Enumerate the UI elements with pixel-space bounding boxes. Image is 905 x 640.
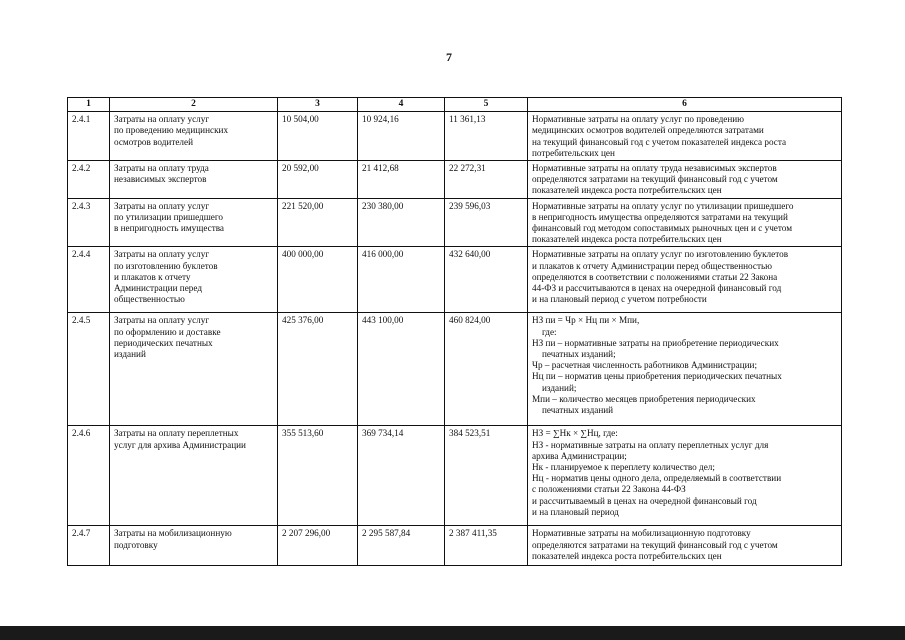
table-row: [68, 313, 842, 426]
header-col-1: 1: [68, 98, 110, 112]
formula-line: Нк - планируемое к переплету количество дел;: [532, 462, 715, 473]
formula-description: [528, 426, 842, 526]
desc-line: в непригодность имущества определяются затратами на текущий: [532, 211, 788, 222]
value-col-3: 425 376,00: [278, 313, 358, 426]
table-row: [68, 426, 842, 526]
value-col-3: 355 513,60: [278, 426, 358, 526]
formula-line: печатных изданий;: [542, 349, 616, 360]
value-col-4: 443 100,00: [358, 313, 445, 426]
desc-line: медицинских осмотров водителей определяются затратами: [532, 125, 764, 136]
formula-line: архива Администрации;: [532, 450, 627, 461]
cost-item-name: [110, 426, 278, 526]
name-line: Затраты на оплату услуг: [114, 114, 210, 125]
desc-line: на текущий финансовый год с учетом показателей индекса роста: [532, 136, 787, 147]
name-line: по проведению медицинских: [114, 125, 229, 136]
row-number: 2.4.1: [68, 112, 110, 161]
value-col-5: 384 523,51: [445, 426, 528, 526]
value-col-4: 416 000,00: [358, 247, 445, 313]
desc-line: потребительских цен: [532, 147, 615, 158]
value-col-4: 2 295 587,84: [358, 526, 445, 566]
name-line: в непригодность имущества: [114, 223, 225, 234]
row-number: 2.4.7: [68, 526, 110, 566]
description: [528, 198, 842, 247]
formula-line: Чр – расчетная численность работников Администрации;: [532, 360, 758, 371]
value-col-5: 22 272,31: [445, 161, 528, 199]
name-line: Затраты на оплату труда: [114, 163, 209, 174]
name-line: услуг для архива Администрации: [114, 439, 246, 450]
desc-line: и плакатов к отчету Администрации перед общественностью: [532, 260, 773, 271]
name-line: Затраты на оплату услуг: [114, 200, 210, 211]
cost-item-name: [110, 161, 278, 199]
header-col-6: 6: [528, 98, 842, 112]
value-col-4: 10 924,16: [358, 112, 445, 161]
formula-line: НЗ пи = Чр × Нц пи × Мпи,: [532, 315, 640, 326]
header-col-4: 4: [358, 98, 445, 112]
desc-line: показателей индекса роста потребительских цен: [532, 234, 722, 245]
scan-edge-bar: [0, 626, 905, 640]
name-line: по утилизации пришедшего: [114, 211, 224, 222]
name-line: общественностью: [114, 294, 185, 305]
header-col-5: 5: [445, 98, 528, 112]
row-number: 2.4.5: [68, 313, 110, 426]
value-col-3: 2 207 296,00: [278, 526, 358, 566]
description: [528, 526, 842, 566]
header-col-2: 2: [110, 98, 278, 112]
value-col-4: 369 734,14: [358, 426, 445, 526]
row-number: 2.4.3: [68, 198, 110, 247]
table-header-row: [68, 98, 842, 112]
formula-description: [528, 313, 842, 426]
desc-line: показателей индекса роста потребительских цен: [532, 550, 722, 561]
value-col-5: 432 640,00: [445, 247, 528, 313]
header-col-3: 3: [278, 98, 358, 112]
formula-line: НЗ пи – нормативные затраты на приобретение периодических: [532, 337, 779, 348]
formula-line: Нц пи – норматив цены приобретения периодических печатных: [532, 371, 782, 382]
row-number: 2.4.2: [68, 161, 110, 199]
page-number: 7: [446, 50, 452, 64]
desc-line: показателей индекса роста потребительских цен: [532, 185, 722, 196]
value-col-3: 20 592,00: [278, 161, 358, 199]
cost-item-name: [110, 313, 278, 426]
formula-line: где:: [542, 326, 557, 337]
value-col-3: 10 504,00: [278, 112, 358, 161]
name-line: Затраты на оплату услуг: [114, 249, 210, 260]
desc-line: Нормативные затраты на мобилизационную подготовку: [532, 528, 751, 539]
value-col-4: 21 412,68: [358, 161, 445, 199]
formula-line: НЗ - нормативные затраты на оплату переплетных услуг для: [532, 439, 769, 450]
value-col-5: 11 361,13: [445, 112, 528, 161]
value-col-3: 221 520,00: [278, 198, 358, 247]
name-line: Администрации перед: [114, 283, 203, 294]
name-line: по оформлению и доставке: [114, 326, 221, 337]
name-line: по изготовлению буклетов: [114, 260, 218, 271]
description: [528, 247, 842, 313]
formula-line: и на плановый период: [532, 506, 619, 517]
table-row: [68, 161, 842, 199]
desc-line: определяются затратами на текущий финансовый год с учетом: [532, 539, 778, 550]
desc-line: финансовый год методом сопоставимых рыночных цен и с учетом: [532, 223, 793, 234]
table-row: [68, 247, 842, 313]
table-row: [68, 198, 842, 247]
cost-item-name: [110, 247, 278, 313]
description: [528, 161, 842, 199]
table-row: [68, 526, 842, 566]
name-line: изданий: [114, 349, 146, 360]
desc-line: и на плановый период с учетом потребности: [532, 294, 707, 305]
row-number: 2.4.6: [68, 426, 110, 526]
description: [528, 112, 842, 161]
name-line: осмотров водителей: [114, 136, 194, 147]
name-line: подготовку: [114, 539, 158, 550]
name-line: Затраты на оплату переплетных: [114, 428, 239, 439]
table-row: [68, 112, 842, 161]
cost-item-name: [110, 112, 278, 161]
value-col-4: 230 380,00: [358, 198, 445, 247]
desc-line: 44-ФЗ и рассчитываются в ценах на очередной финансовый год: [532, 283, 782, 294]
desc-line: Нормативные затраты на оплату услуг по проведению: [532, 114, 745, 125]
desc-line: определяются затратами на текущий финансовый год с учетом: [532, 174, 778, 185]
formula-line: НЗ = ∑Нк × ∑Нц, где:: [532, 428, 618, 439]
desc-line: Нормативные затраты на оплату услуг по утилизации пришедшего: [532, 200, 794, 211]
value-col-5: 2 387 411,35: [445, 526, 528, 566]
cost-table: [67, 97, 842, 566]
desc-line: Нормативные затраты на оплату труда независимых экспертов: [532, 163, 777, 174]
desc-line: определяются в соответствии с положениями статьи 22 Закона: [532, 271, 778, 282]
formula-line: Мпи – количество месяцев приобретения периодических: [532, 393, 756, 404]
name-line: периодических печатных: [114, 337, 213, 348]
name-line: независимых экспертов: [114, 174, 207, 185]
formula-line: изданий;: [542, 382, 577, 393]
name-line: Затраты на мобилизационную: [114, 528, 232, 539]
value-col-5: 460 824,00: [445, 313, 528, 426]
desc-line: Нормативные затраты на оплату услуг по изготовлению буклетов: [532, 249, 789, 260]
value-col-3: 400 000,00: [278, 247, 358, 313]
value-col-5: 239 596,03: [445, 198, 528, 247]
formula-line: с положениями статьи 22 Закона 44-ФЗ: [532, 484, 686, 495]
cost-item-name: [110, 526, 278, 566]
row-number: 2.4.4: [68, 247, 110, 313]
formula-line: и рассчитываемый в ценах на очередной финансовый год: [532, 495, 757, 506]
name-line: и плакатов к отчету: [114, 271, 191, 282]
name-line: Затраты на оплату услуг: [114, 315, 210, 326]
formula-line: печатных изданий: [542, 405, 614, 416]
formula-line: Нц - норматив цены одного дела, определяемый в соответствии: [532, 473, 782, 484]
cost-item-name: [110, 198, 278, 247]
